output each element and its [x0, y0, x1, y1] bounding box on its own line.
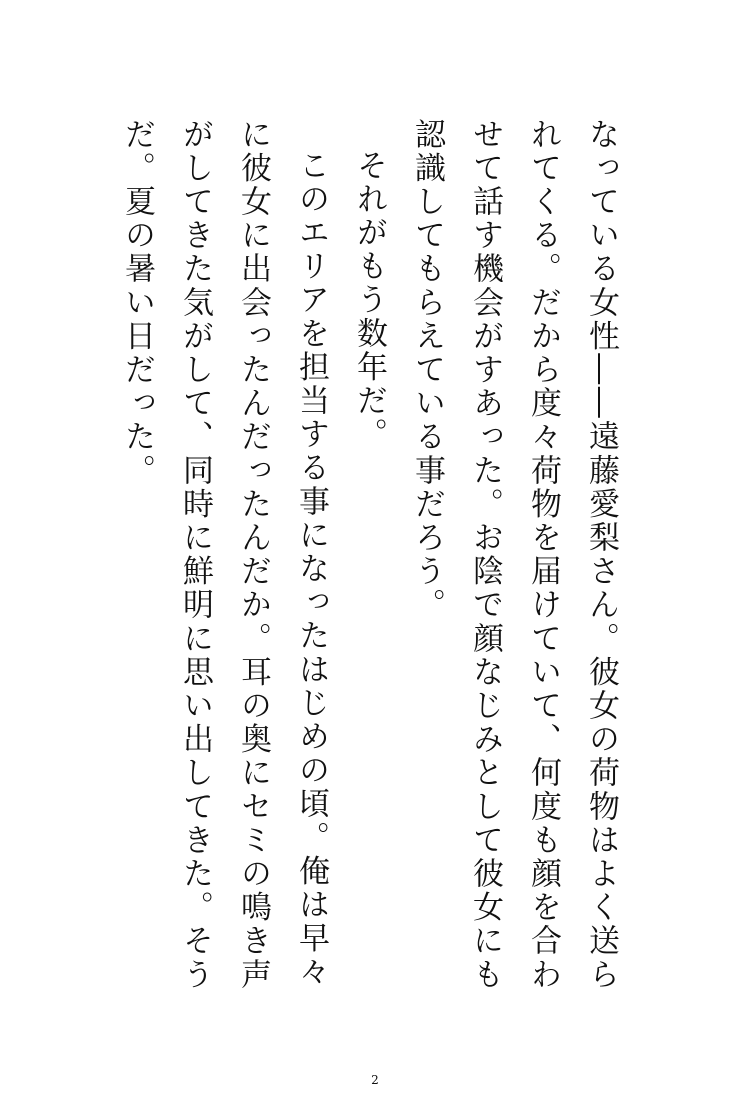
body-text [120, 118, 630, 1008]
paragraph-1: なっている女性――遠藤愛梨さん。彼女の荷物はよく送られてくる。だから度々荷物を届けていて、何度も顔を合わせて話す機会がすあった。お陰で顔なじみとして彼女にも認識してもらえている事だろう。 [409, 118, 619, 992]
paragraph-3: このエリアを担当する事になったはじめの頃。俺は早々に彼女に出会ったんだったんだか。耳の奥にセミの鳴き声がしてきた気がして、同時に鮮明に思い出してきた。そうだ。夏の暑い日だった。 [119, 118, 329, 992]
paragraph-2: それがもう数年だ。 [351, 149, 387, 452]
page-number: 2 [371, 1073, 379, 1087]
